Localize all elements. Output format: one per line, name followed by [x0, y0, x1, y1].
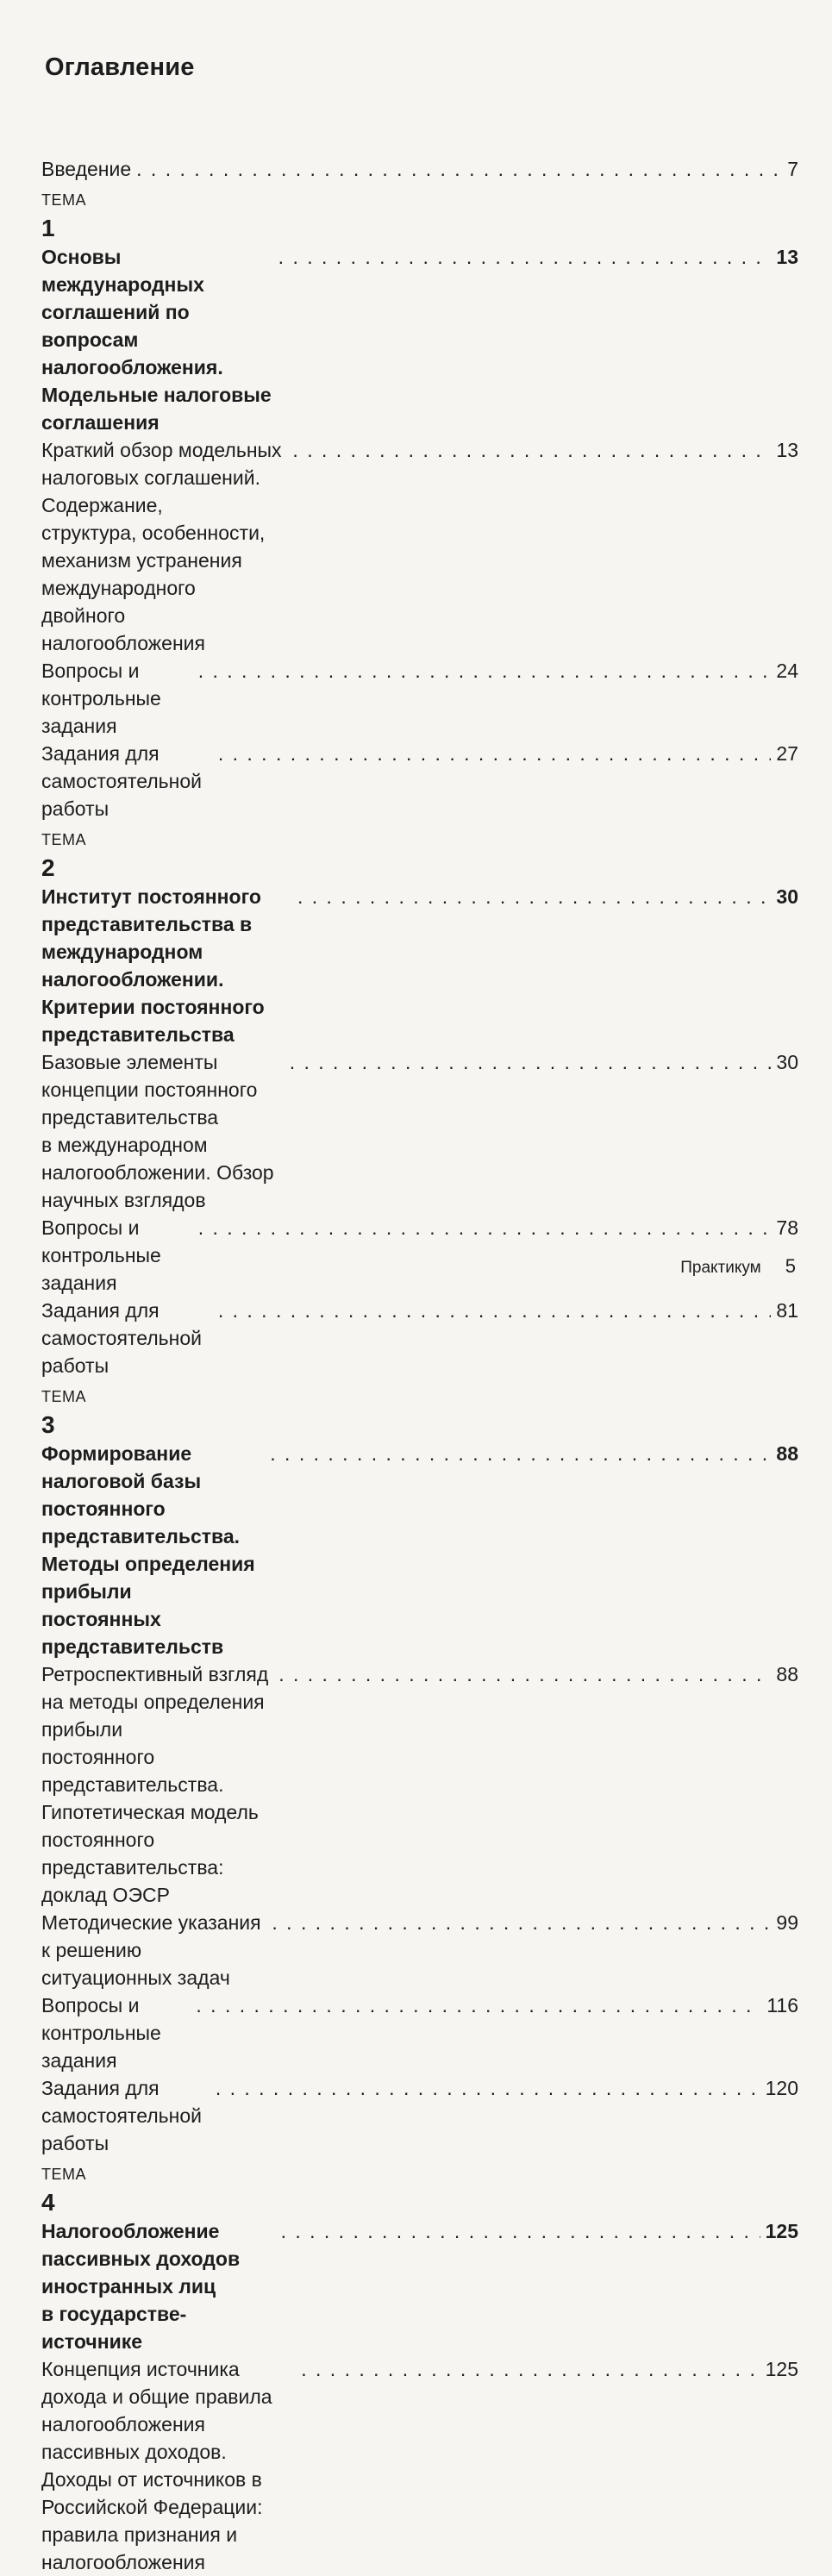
dot-leader — [198, 657, 772, 685]
toc-entry-page: 99 — [776, 1911, 798, 1934]
toc-entry-title: Концепция источника дохода и общие правила налогообложения пассивных доходов. Доходы от источников в Российской Федерации: правила признания и налогообложения — [41, 2358, 272, 2573]
toc-entry-page: 7 — [787, 158, 798, 180]
toc-entry-page: 88 — [776, 1442, 798, 1465]
topic-label: ТЕМА — [41, 831, 87, 848]
page-number: 5 — [785, 1255, 796, 1277]
toc-entry-title: Ретроспективный взгляд на методы определения прибыли постоянного представительства. Гипотетическая модель постоянного представительства: доклад ОЭСР — [41, 1663, 269, 1906]
toc-topic-title — [41, 1440, 798, 1660]
toc-entry-page: 24 — [776, 660, 798, 682]
dot-leader — [292, 436, 771, 464]
dot-leader — [272, 1909, 771, 1936]
toc-entry-page: 116 — [766, 1994, 798, 2016]
toc-entry-title: Вопросы и контрольные задания — [41, 1994, 161, 2072]
toc-subentry — [41, 2355, 798, 2576]
dot-leader — [290, 1048, 772, 1076]
toc-topic-title — [41, 883, 798, 1048]
toc-entry-page: 30 — [776, 885, 798, 908]
toc-entry-title: Институт постоянного представительства в международном налогообложении. Критерии постоянного представительства — [41, 885, 265, 1046]
toc-entry-title: Введение — [41, 158, 132, 180]
toc-entry-title: Базовые элементы концепции постоянного представительства в международном налогообложении. Обзор научных взглядов — [41, 1051, 274, 1211]
toc-subentry — [41, 740, 798, 822]
dot-leader — [218, 740, 772, 767]
page-footer — [680, 1255, 796, 1278]
toc-subentry — [41, 1297, 798, 1379]
dot-leader — [216, 2074, 760, 2102]
toc-entry-page: 78 — [776, 1216, 798, 1239]
toc-entry-page: 125 — [765, 2220, 798, 2242]
topic-label: ТЕМА — [41, 2166, 87, 2183]
toc-heading: Оглавление — [45, 53, 195, 81]
footer-label: Практикум — [680, 1259, 761, 1277]
dot-leader — [196, 1991, 761, 2019]
dot-leader — [301, 2355, 760, 2383]
toc-subentry — [41, 1660, 798, 1909]
toc-entry-title: Методические указания к решению ситуационных задач — [41, 1911, 261, 1989]
topic-number: 2 — [41, 854, 55, 881]
toc-subentry — [41, 436, 798, 657]
toc-entry-title: Формирование налоговой базы постоянного представительства. Методы определения прибыли постоянных представительств — [41, 1442, 255, 1658]
dot-leader — [198, 1214, 772, 1241]
toc-entry-title: Налогообложение пассивных доходов иностранных лиц в государстве-источнике — [41, 2220, 241, 2353]
toc-entry-page: 125 — [765, 2358, 798, 2380]
toc-entry-intro — [41, 155, 798, 183]
toc-entry-page: 81 — [776, 1299, 798, 1322]
toc-subentry — [41, 1048, 798, 1214]
toc-entry-title: Основы международных соглашений по вопросам налогообложения. Модельные налоговые соглашения — [41, 246, 272, 434]
toc-entry-title: Задания для самостоятельной работы — [41, 742, 202, 820]
dot-leader — [270, 1440, 771, 1467]
topic-number: 1 — [41, 215, 55, 241]
topic-number: 4 — [41, 2189, 55, 2216]
dot-leader — [136, 155, 782, 183]
dot-leader — [281, 2217, 760, 2245]
toc-entry-title: Краткий обзор модельных налоговых соглашений. Содержание, структура, особенности, механизм устранения международного двойного налогообложения — [41, 439, 282, 654]
toc-topic-title — [41, 2217, 798, 2355]
toc-subentry — [41, 657, 798, 740]
toc-entry-title: Вопросы и контрольные задания — [41, 660, 161, 737]
toc-entry-page: 13 — [776, 439, 798, 461]
dot-leader — [278, 1660, 771, 1688]
topic-label: ТЕМА — [41, 191, 87, 209]
toc-entry-page: 30 — [776, 1051, 798, 1073]
dot-leader — [297, 883, 771, 910]
toc-entry-page: 88 — [776, 1663, 798, 1685]
toc-entry-title: Задания для самостоятельной работы — [41, 1299, 202, 1377]
toc-entry-title: Вопросы и контрольные задания — [41, 1216, 161, 1294]
toc-subentry — [41, 1909, 798, 1991]
toc-subentry — [41, 1991, 798, 2074]
toc-topic-title — [41, 243, 798, 436]
dot-leader — [218, 1297, 772, 1324]
topic-number: 3 — [41, 1411, 55, 1438]
topic-label: ТЕМА — [41, 1388, 87, 1405]
toc-subentry — [41, 2074, 798, 2157]
toc-entry-page: 27 — [776, 742, 798, 765]
toc-entry-title: Задания для самостоятельной работы — [41, 2077, 202, 2154]
toc-entry-page: 120 — [765, 2077, 798, 2099]
toc-entry-page: 13 — [776, 246, 798, 268]
dot-leader — [278, 243, 772, 271]
table-of-contents — [41, 155, 798, 2576]
